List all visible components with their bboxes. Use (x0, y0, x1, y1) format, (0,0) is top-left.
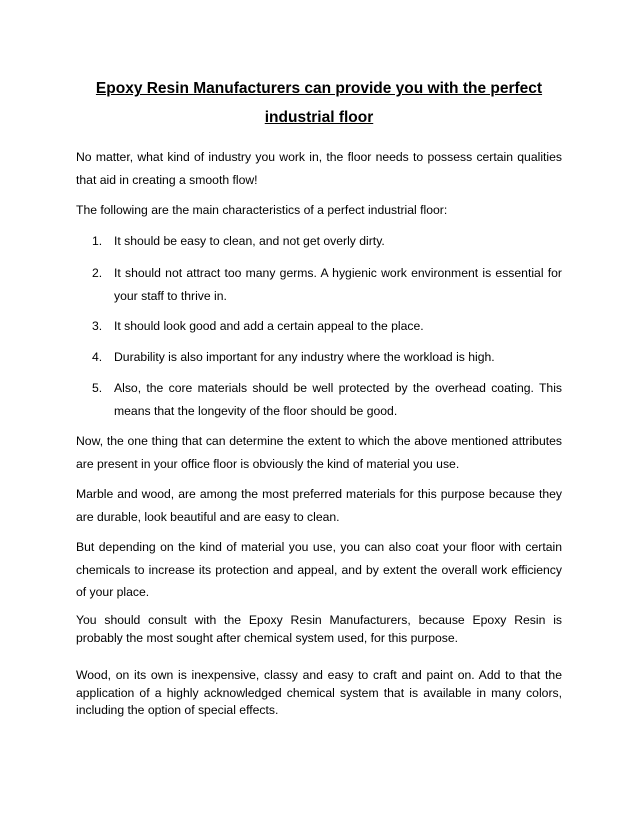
document-title-line-2: industrial floor (264, 109, 374, 126)
list-item-text: It should be easy to clean, and not get overly dirty. (114, 234, 385, 248)
list-item (92, 377, 562, 422)
paragraph-characteristics-lead: The following are the main characteristics of a perfect industrial floor: (76, 203, 448, 217)
paragraph-marble: Marble and wood, are among the most preferred materials for this purpose because they are durable, look beautiful and are easy to clean. (76, 487, 562, 524)
list-item-number: 5. (92, 381, 103, 395)
list-item-text: Also, the core materials should be well protected by the overhead coating. This means that the longevity of the floor should be good. (114, 381, 562, 418)
list-item-text: It should not attract too many germs. A hygienic work environment is essential for your staff to thrive in. (114, 266, 562, 303)
list-item-text: It should look good and add a certain appeal to the place. (114, 319, 424, 333)
list-item-number: 4. (92, 350, 103, 364)
paragraph-intro: No matter, what kind of industry you work in, the floor needs to possess certain qualities that aid in creating a smooth flow! (76, 150, 562, 187)
list-item (92, 262, 562, 307)
list-item-text: Durability is also important for any industry where the workload is high. (114, 350, 495, 364)
list-item (92, 230, 562, 253)
list-item-number: 3. (92, 319, 103, 333)
list-item-number: 1. (92, 234, 103, 248)
paragraph-but: But depending on the kind of material you use, you can also coat your floor with certain chemicals to increase its protection and appeal, and by extent the overall work efficiency of your place. (76, 540, 562, 599)
paragraph-wood: Wood, on its own is inexpensive, classy and easy to craft and paint on. Add to that the application of a highly acknowledged chemical system that is available in many colors, including the option of special effects. (76, 668, 562, 717)
list-item (92, 346, 562, 369)
list-item (92, 315, 562, 338)
paragraph-now: Now, the one thing that can determine the extent to which the above mentioned attributes are present in your office floor is obviously the kind of material you use. (76, 434, 562, 471)
document-title-line-1: Epoxy Resin Manufacturers can provide you with the perfect (95, 80, 543, 97)
paragraph-consult: You should consult with the Epoxy Resin Manufacturers, because Epoxy Resin is probably the most sought after chemical system used, for this purpose. (76, 613, 562, 645)
list-item-number: 2. (92, 266, 103, 280)
